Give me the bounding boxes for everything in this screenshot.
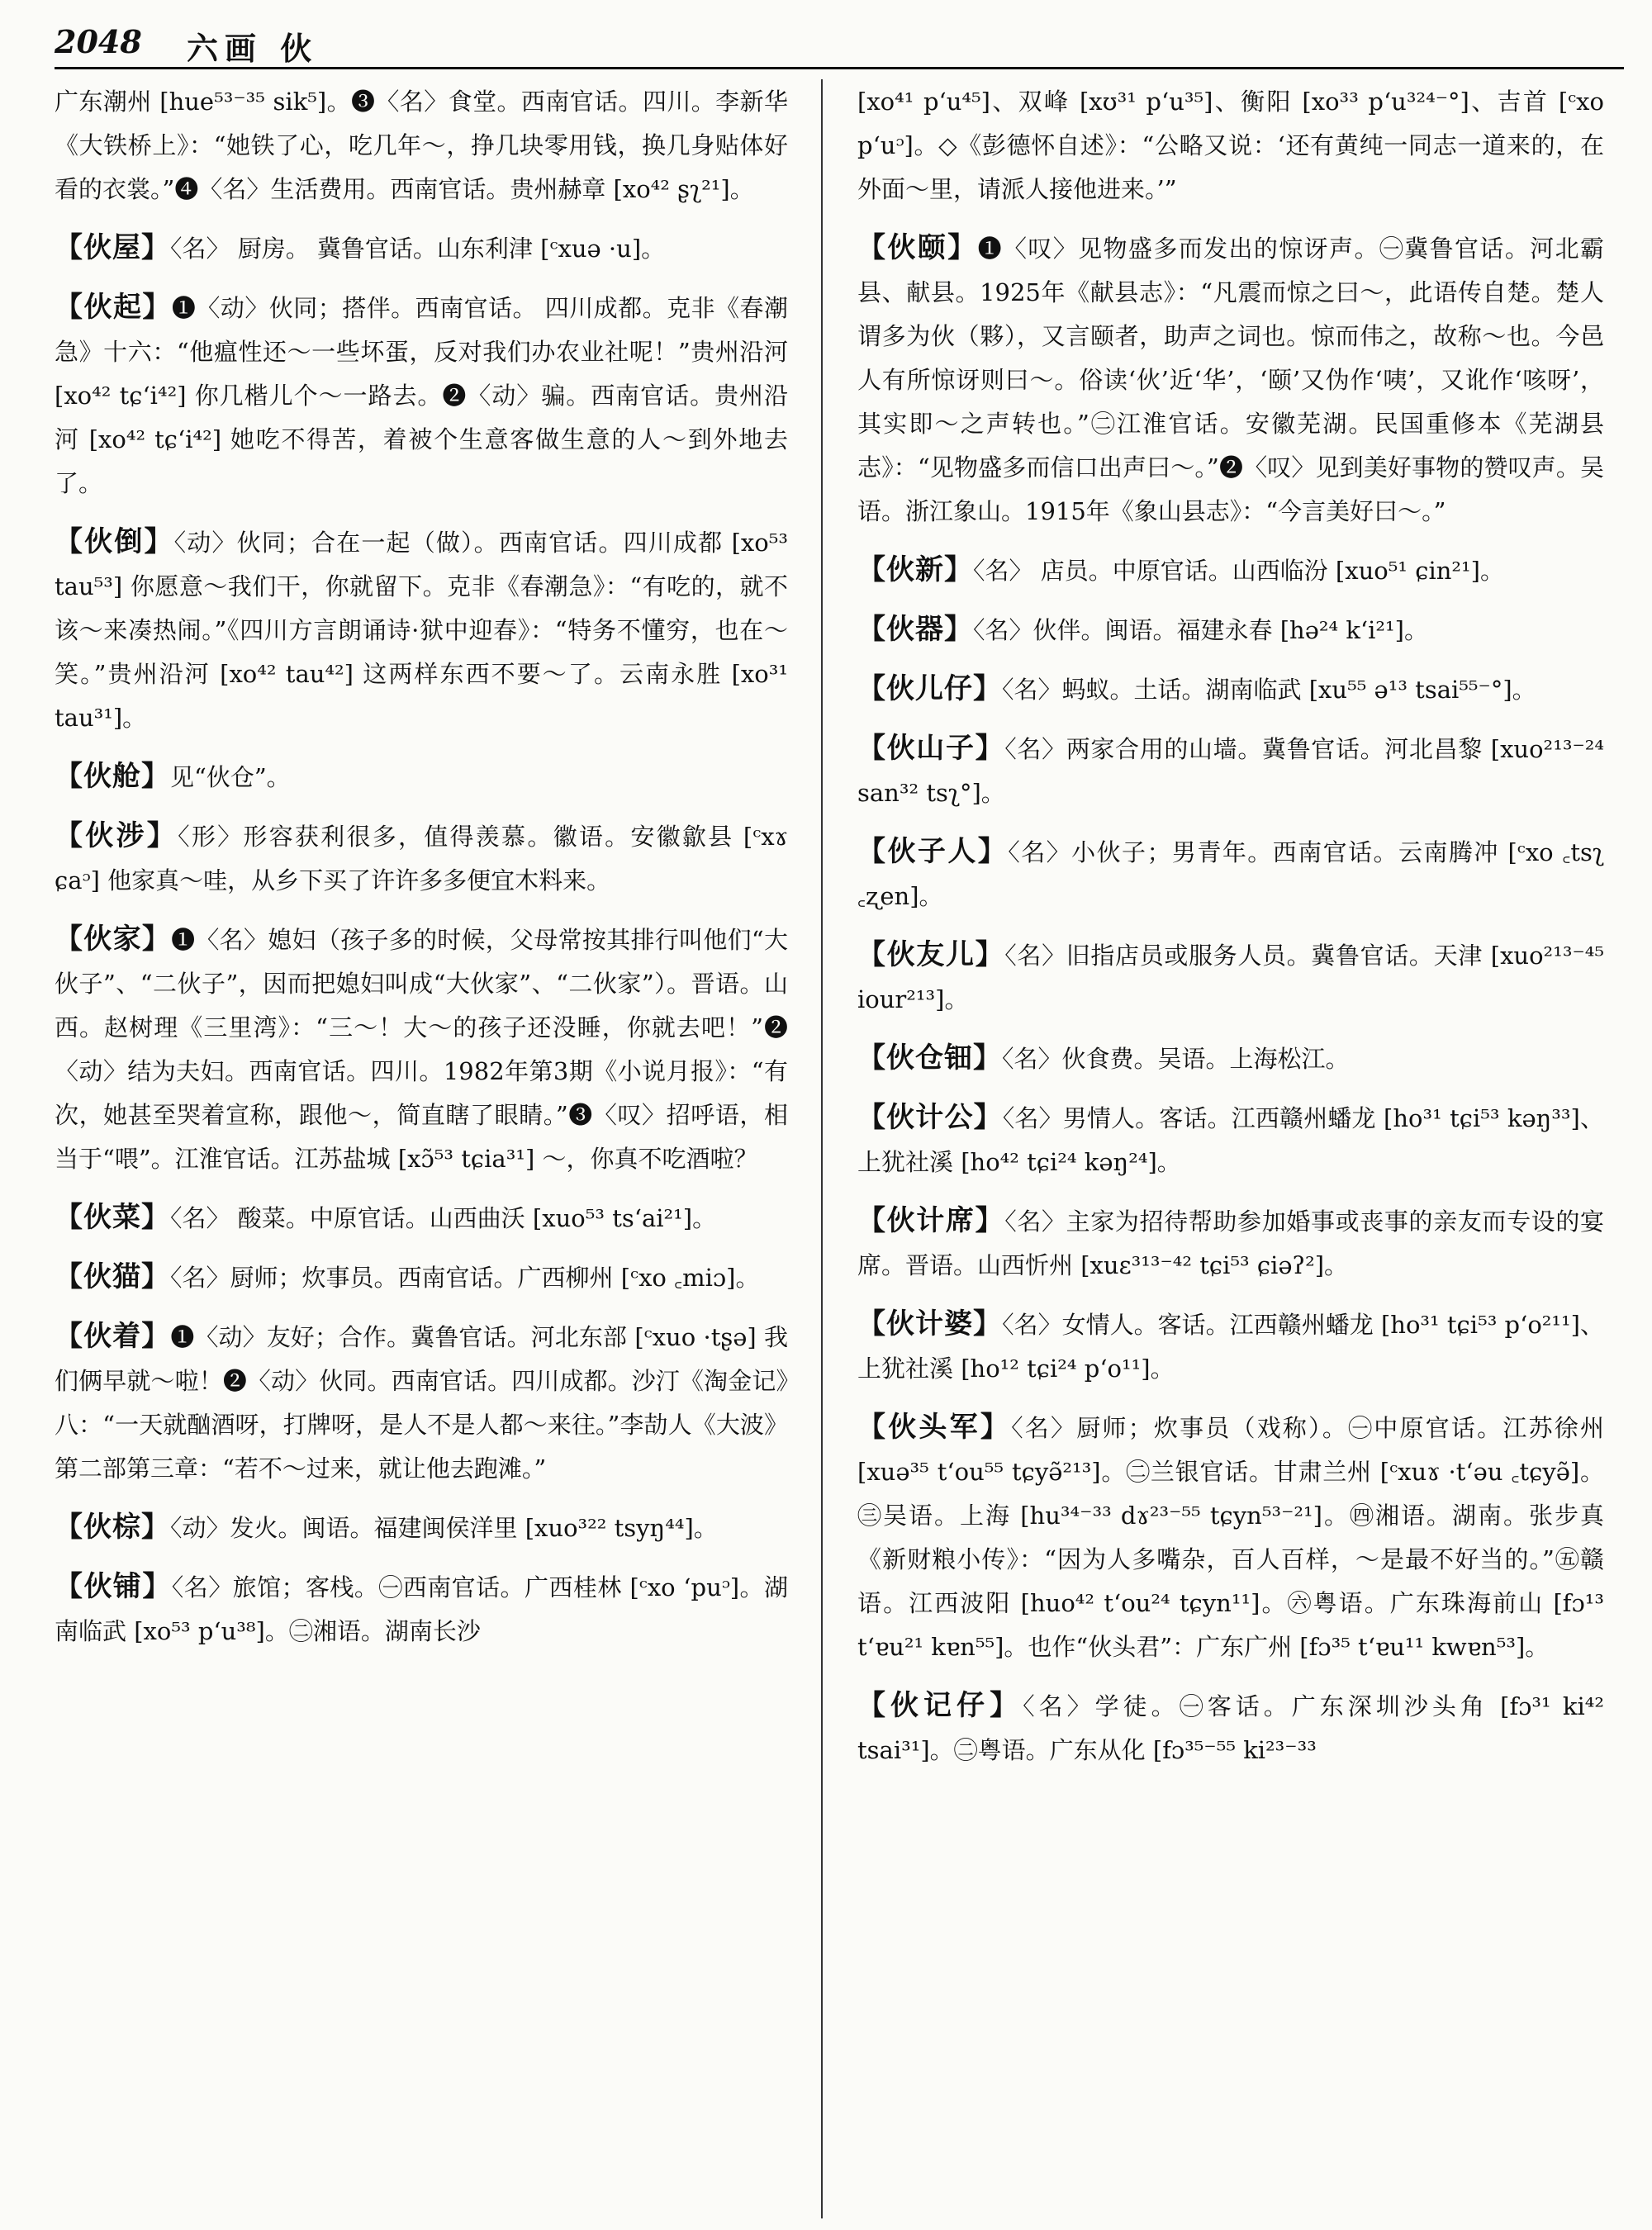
dictionary-entry (55, 755, 788, 799)
entry-headword: 【伙子人】 (857, 835, 1009, 868)
entry-headword: 【伙友儿】 (857, 938, 1005, 971)
entry-headword: 【伙山子】 (857, 732, 1005, 765)
entry-headword: 【伙家】 (55, 923, 172, 956)
entry-text: 〈名〉旧指店员或服务人员。冀鲁官话。天津 [xuo²¹³⁻⁴⁵ iour²¹³]。 (857, 942, 1604, 1013)
entry-headword: 【伙计公】 (857, 1101, 1003, 1134)
entry-text: 〈名〉厨师；炊事员。西南官话。广西柳州 [ᶜxo ꜀miɔ]。 (170, 1264, 760, 1292)
entry-text: 〈名〉小伙子；男青年。西南官话。云南腾冲 [ᶜxo ꜀tsʅ ꜀ʐen]。 (857, 838, 1604, 910)
dictionary-entry (857, 1684, 1604, 1772)
dictionary-entry (55, 1565, 788, 1654)
entry-headword: 【伙器】 (857, 613, 973, 646)
entry-headword: 【伙铺】 (55, 1570, 172, 1603)
entry-headword: 【伙菜】 (55, 1201, 170, 1234)
dictionary-entry (55, 1196, 788, 1241)
right-column (857, 79, 1604, 2218)
entry-headword: 【伙仓钿】 (857, 1041, 1002, 1075)
dictionary-entry (55, 814, 788, 903)
dictionary-entry (55, 918, 788, 1181)
dictionary-entry (55, 79, 788, 211)
entry-text: 广东潮州 [hue⁵³⁻³⁵ sik⁵]。❸〈名〉食堂。西南官话。四川。李新华《大铁桥上》：“她铁了心，吃几年～，挣几块零用钱，换几身贴体好看的衣裳。”❹〈名〉生活费用。西南官话。贵州赫章 [xo⁴² ʂʅ²¹]。 (55, 88, 788, 203)
dictionary-entry (55, 520, 788, 740)
entry-headword: 【伙计婆】 (857, 1307, 1003, 1340)
dictionary-entry (857, 830, 1604, 918)
entry-text: 〈动〉伙同；合在一起（做）。西南官话。四川成都 [xo⁵³ tau⁵³] 你愿意～我们干，你就留下。克非《春潮急》：“有吃的，就不该～来凑热闹。”《四川方言朗诵诗·狱中迎春》：“特务不懂穷，也在～笑。”贵州沿河 [xo⁴² tau⁴²] 这两样东西不要～了。云南永胜 [xo³¹ tau³¹]。 (55, 529, 788, 732)
dictionary-entry (857, 1199, 1604, 1288)
dictionary-entry (55, 1506, 788, 1550)
dictionary-entry (857, 667, 1604, 712)
entry-text: 〈名〉 店员。中原官话。山西临汾 [xuo⁵¹ ɕin²¹]。 (973, 557, 1504, 585)
dictionary-entry (857, 226, 1604, 534)
entry-headword: 【伙着】 (55, 1320, 171, 1353)
entry-text: 〈名〉主家为招待帮助参加婚事或丧事的亲友而专设的宴席。晋语。山西忻州 [xuɛ³¹³⁻⁴² tɕi⁵³ ɕiəʔ²]。 (857, 1208, 1604, 1279)
entry-text: 〈名〉 厨房。 冀鲁官话。山东利津 [ᶜxuə ·u]。 (170, 235, 666, 263)
entry-text: 〈形〉形容获利很多，值得羡慕。徽语。安徽歙县 [ᶜxɤ ɕaᵓ] 他家真～哇，从乡下买了许许多多便宜木料来。 (55, 823, 788, 894)
entry-text: 〈名〉男情人。客话。江西赣州蟠龙 [ho³¹ tɕi⁵³ kəŋ³³]、上犹社溪 [ho⁴² tɕi²⁴ kəŋ²⁴]。 (857, 1104, 1604, 1176)
dictionary-entry (857, 79, 1604, 211)
entry-text: 〈动〉发火。闽语。福建闽侯洋里 [xuo³²² tsyŋ⁴⁴]。 (170, 1514, 718, 1542)
entry-text: ❶〈动〉友好；合作。冀鲁官话。河北东部 [ᶜxuo ·tʂə] 我们俩早就～啦！❷〈动〉伙同。西南官话。四川成都。沙汀《淘金记》八：“一天就酗酒呀，打牌呀，是人不是人都～来往。”李劼人《大波》第二部第三章：“若不～过来，就让他去跑滩。” (55, 1323, 788, 1483)
page-title: 六画 伙 (187, 30, 319, 67)
entry-text: ❶〈名〉媳妇（孩子多的时候，父母常按其排行叫他们“大伙子”、“二伙子”，因而把媳妇叫成“大伙家”、“二伙家”）。晋语。山西。赵树理《三里湾》：“三～！大～的孩子还没睡，你就去吧！”❷〈动〉结为夫妇。西南官话。四川。1982年第3期《小说月报》：“有次，她甚至哭着宣称，跟他～，简直瞎了眼睛。”❸〈叹〉招呼语，相当于“喂”。江淮官话。江苏盐城 [xɔ̃⁵³ tɕia³¹] ～，你真不吃酒啦？ (55, 926, 788, 1173)
entry-text: 〈名〉蚂蚁。土话。湖南临武 [xu⁵⁵ ə¹³ tsai⁵⁵⁻°]。 (1002, 676, 1536, 704)
entry-headword: 【伙记仔】 (857, 1689, 1023, 1722)
entry-headword: 【伙新】 (857, 553, 973, 586)
entry-headword: 【伙棕】 (55, 1511, 170, 1544)
page-number: 2048 (55, 23, 142, 60)
entry-headword: 【伙猫】 (55, 1260, 170, 1293)
left-column (55, 79, 788, 2218)
entry-text: 〈名〉 酸菜。中原官话。山西曲沃 [xuo⁵³ tsʻai²¹]。 (170, 1204, 717, 1232)
dictionary-entry (55, 1255, 788, 1300)
entry-headword: 【伙起】 (55, 291, 172, 324)
dictionary-entry (55, 1315, 788, 1491)
column-divider (821, 79, 823, 2218)
dictionary-entry (857, 1302, 1604, 1391)
entry-text: 〈名〉伙伴。闽语。福建永春 [hə²⁴ kʻi²¹]。 (973, 616, 1428, 644)
dictionary-entry (857, 933, 1604, 1022)
entry-text: ❶〈动〉伙同；搭伴。西南官话。 四川成都。克非《春潮急》十六：“他瘟性还～一些坏蛋，反对我们办农业社呢！”贵州沿河 [xo⁴² tɕʻi⁴²] 你几楷儿个～一路去。❷〈动〉骗。西南官话。贵州沿河 [xo⁴² tɕʻi⁴²] 她吃不得苦，着被个生意客做生意的人～到外地去了。 (55, 294, 788, 497)
dictionary-entry (857, 727, 1604, 815)
dictionary-entry (55, 286, 788, 505)
dictionary-entry (857, 1406, 1604, 1669)
dictionary-entry (857, 608, 1604, 652)
dictionary-entry (857, 1096, 1604, 1184)
dictionary-entry (857, 548, 1604, 593)
entry-headword: 【伙头军】 (857, 1411, 1012, 1444)
entry-headword: 【伙舱】 (55, 760, 170, 793)
entry-text: ❶〈叹〉见物盛多而发出的惊讶声。㊀冀鲁官话。河北霸县、献县。1925年《献县志》：“凡震而惊之曰～，此语传自楚。楚人谓多为伙（夥），又言颐者，助声之词也。惊而伟之，故称～也。今邑人有所惊讶则曰～。俗读‘伙’近‘华’，‘颐’又伪作‘咦’，又讹作‘咳呀’，其实即～之声转也。”㊁江淮官话。安徽芜湖。民国重修本《芜湖县志》：“见物盛多而信口出声曰～。”❷〈叹〉见到美好事物的赞叹声。吴语。浙江象山。1915年《象山县志》：“今言美好曰～。” (857, 235, 1604, 525)
dictionary-entry (857, 1037, 1604, 1081)
entry-headword: 【伙儿仔】 (857, 672, 1002, 705)
entry-headword: 【伙计席】 (857, 1204, 1005, 1237)
entry-text: 〈名〉旅馆；客栈。㊀西南官话。广西桂林 [ᶜxo ʻpuᵓ]。湖南临武 [xo⁵³ pʻu³⁸]。㊁湘语。湖南长沙 (55, 1573, 788, 1645)
entry-headword: 【伙颐】 (857, 231, 978, 264)
entry-text: 〈名〉女情人。客话。江西赣州蟠龙 [ho³¹ tɕi⁵³ pʻo²¹¹]、上犹社溪 [ho¹² tɕi²⁴ pʻo¹¹]。 (857, 1311, 1604, 1383)
entry-text: 〈名〉厨师；炊事员（戏称）。㊀中原官话。江苏徐州 [xuə³⁵ tʻou⁵⁵ tɕyə̃²¹³]。㊁兰银官话。甘肃兰州 [ᶜxuɤ ·tʻəu ꜀tɕyə̃]。㊂吴语。上海 [hu³⁴⁻³³ dɤ²³⁻⁵⁵ tɕyn⁵³⁻²¹]。㊃湘语。湖南。张步真《新财粮小传》：“因为人多嘴杂，百人百样，～是最不好当的。”㊄赣语。江西波阳 [huo⁴² tʻou²⁴ tɕyn¹¹]。㊅粤语。广东珠海前山 [fɔ¹³ tʻɐu²¹ kɐn⁵⁵]。也作“伙头君”：广东广州 [fɔ³⁵ tʻɐu¹¹ kwɐn⁵³]。 (857, 1414, 1604, 1661)
entry-text: 〈名〉伙食费。吴语。上海松江。 (1002, 1045, 1350, 1073)
entry-headword: 【伙倒】 (55, 525, 174, 558)
dictionary-entry (55, 226, 788, 271)
page-header (55, 18, 1624, 69)
entry-text: 〈名〉两家合用的山墙。冀鲁官话。河北昌黎 [xuo²¹³⁻²⁴ san³² tsʅ°]。 (857, 735, 1604, 807)
entry-headword: 【伙涉】 (55, 819, 178, 852)
entry-text: [xo⁴¹ pʻu⁴⁵]、双峰 [xʊ³¹ pʻu³⁵]、衡阳 [xo³³ pʻu³²⁴⁻°]、吉首 [ᶜxo pʻuᵓ]。◇《彭德怀自述》：“公略又说：‘还有黄纯一同志一道来的，在外面～里，请派人接他进来。’” (857, 88, 1604, 203)
entry-headword: 【伙屋】 (55, 231, 170, 264)
entry-text: 〈名〉学徒。㊀客话。广东深圳沙头角 [fɔ³¹ ki⁴² tsai³¹]。㊁粤语。广东从化 [fɔ³⁵⁻⁵⁵ ki²³⁻³³ (857, 1692, 1604, 1764)
entry-text: 见“伙仓”。 (170, 763, 291, 791)
